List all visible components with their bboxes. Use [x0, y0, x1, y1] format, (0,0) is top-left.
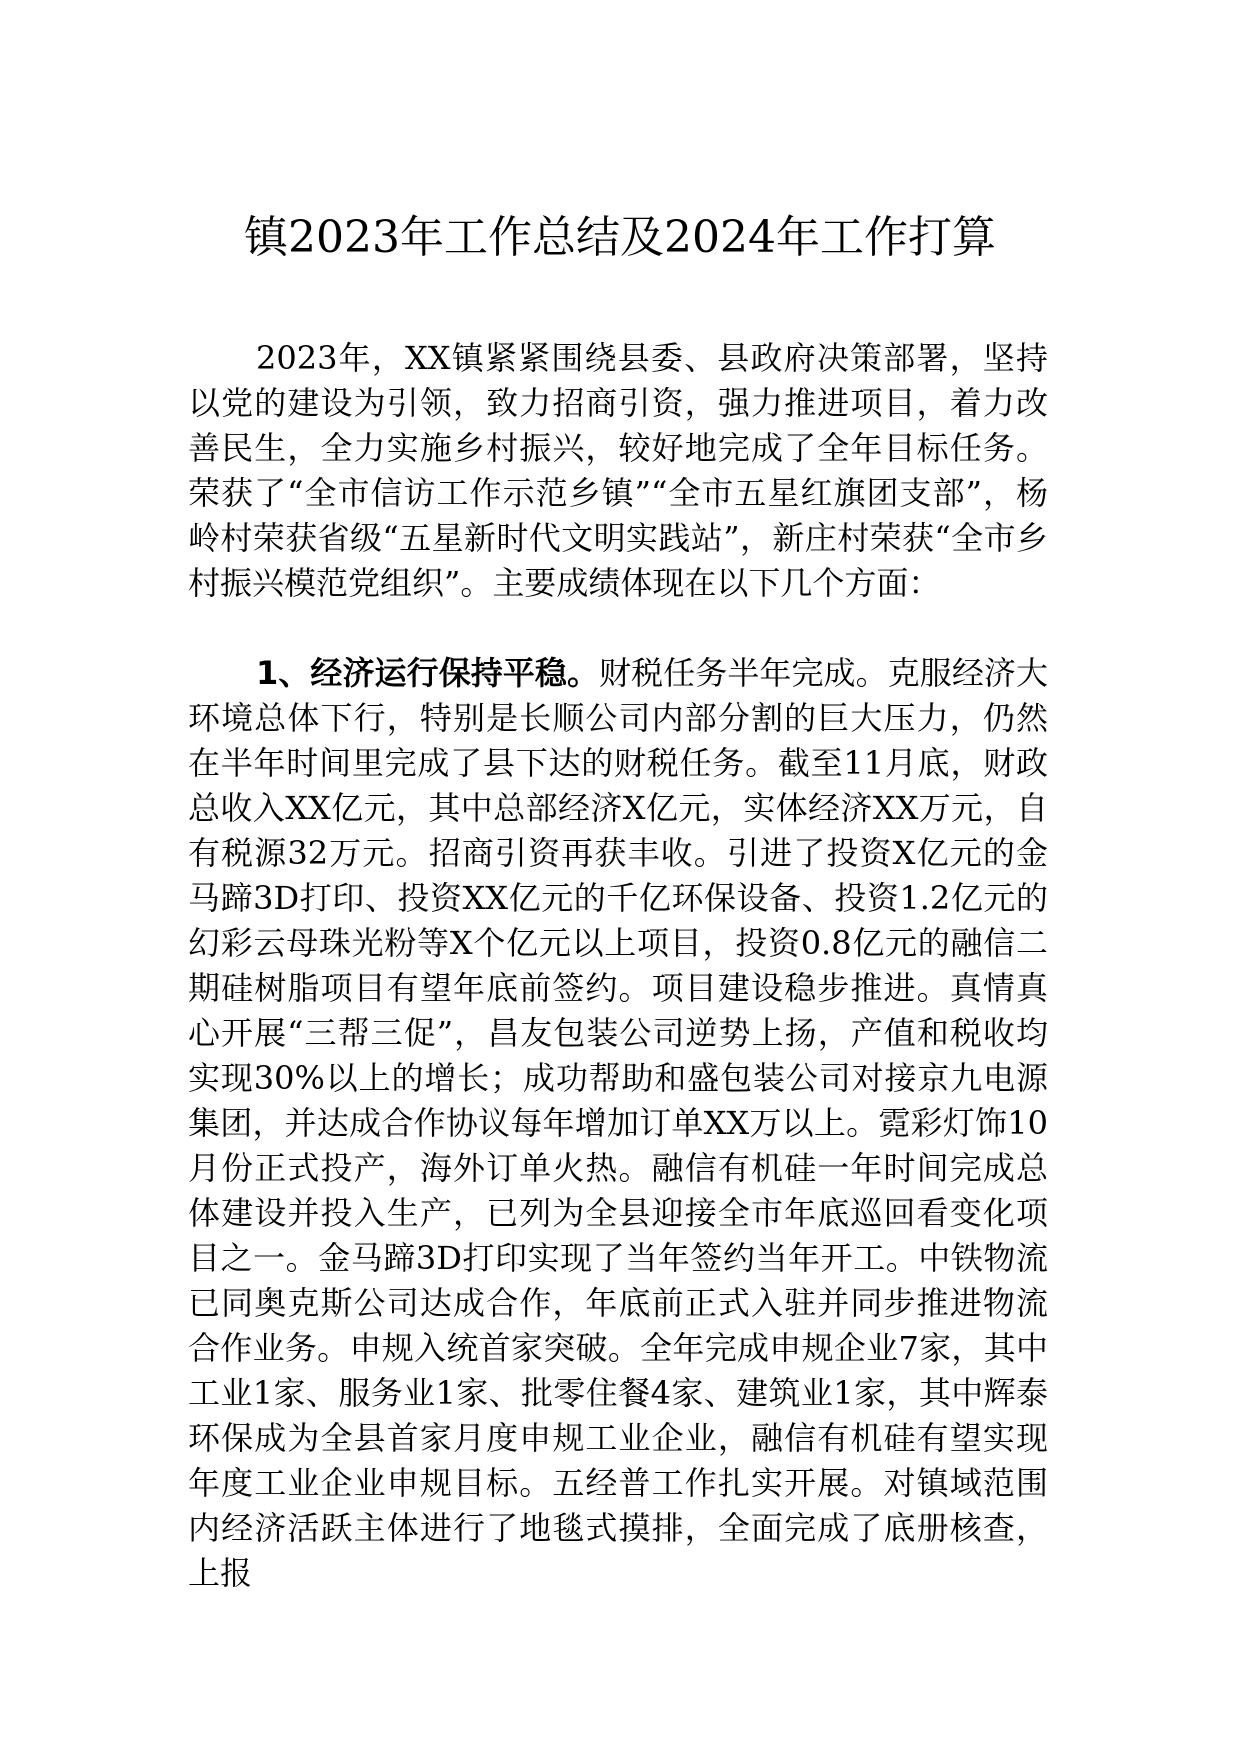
document-title: 镇2023年工作总结及2024年工作打算 — [244, 212, 996, 263]
intro-paragraph — [188, 336, 1048, 606]
intro-paragraph-text: 2023年，XX镇紧紧围绕县委、县政府决策部署，坚持以党的建设为引领，致力招商引资，强力推进项目，着力改善民生，全力实施乡村振兴，较好地完成了全年目标任务。荣获了“全市信访工作示范乡镇”“全市五星红旗团支部”，杨岭村荣获省级“五星新时代文明实践站”，新庄村荣获“全市乡村振兴模范党组织”。主要成绩体现在以下几个方面： — [188, 339, 1048, 602]
section-1-text: 财税任务半年完成。克服经济大环境总体下行，特别是长顺公司内部分割的巨大压力，仍然在半年时间里完成了县下达的财税任务。截至11月底，财政总收入XX亿元，其中总部经济X亿元，实体经济XX万元，自有税源32万元。招商引资再获丰收。引进了投资X亿元的金马蹄3D打印、投资XX亿元的千亿环保设备、投资1.2亿元的幻彩云母珠光粉等X个亿元以上项目，投资0.8亿元的融信二期硅树脂项目有望年底前签约。项目建设稳步推进。真情真心开展“三帮三促”，昌友包装公司逆势上扬，产值和税收均实现30%以上的增长；成功帮助和盛包装公司对接京九电源集团，并达成合作协议每年增加订单XX万以上。霓彩灯饰10月份正式投产，海外订单火热。融信有机硅一年时间完成总体建设并投入生产，已列为全县迎接全市年底巡回看变化项目之一。金马蹄3D打印实现了当年签约当年开工。中铁物流已同奥克斯公司达成合作，年底前正式入驻并同步推进物流合作业务。申规入统首家突破。全年完成申规企业7家，其中工业1家、服务业1家、批零住餐4家、建筑业1家，其中辉泰环保成为全县首家月度申规工业企业，融信有机硅有望实现年度工业企业申规目标。五经普工作扎实开展。对镇域范围内经济活跃主体进行了地毯式摸排，全面完成了底册核查，上报 — [188, 654, 1048, 1592]
section-1-heading: 1、经济运行保持平稳。 — [256, 654, 600, 692]
section-1-paragraph — [188, 651, 1048, 1596]
